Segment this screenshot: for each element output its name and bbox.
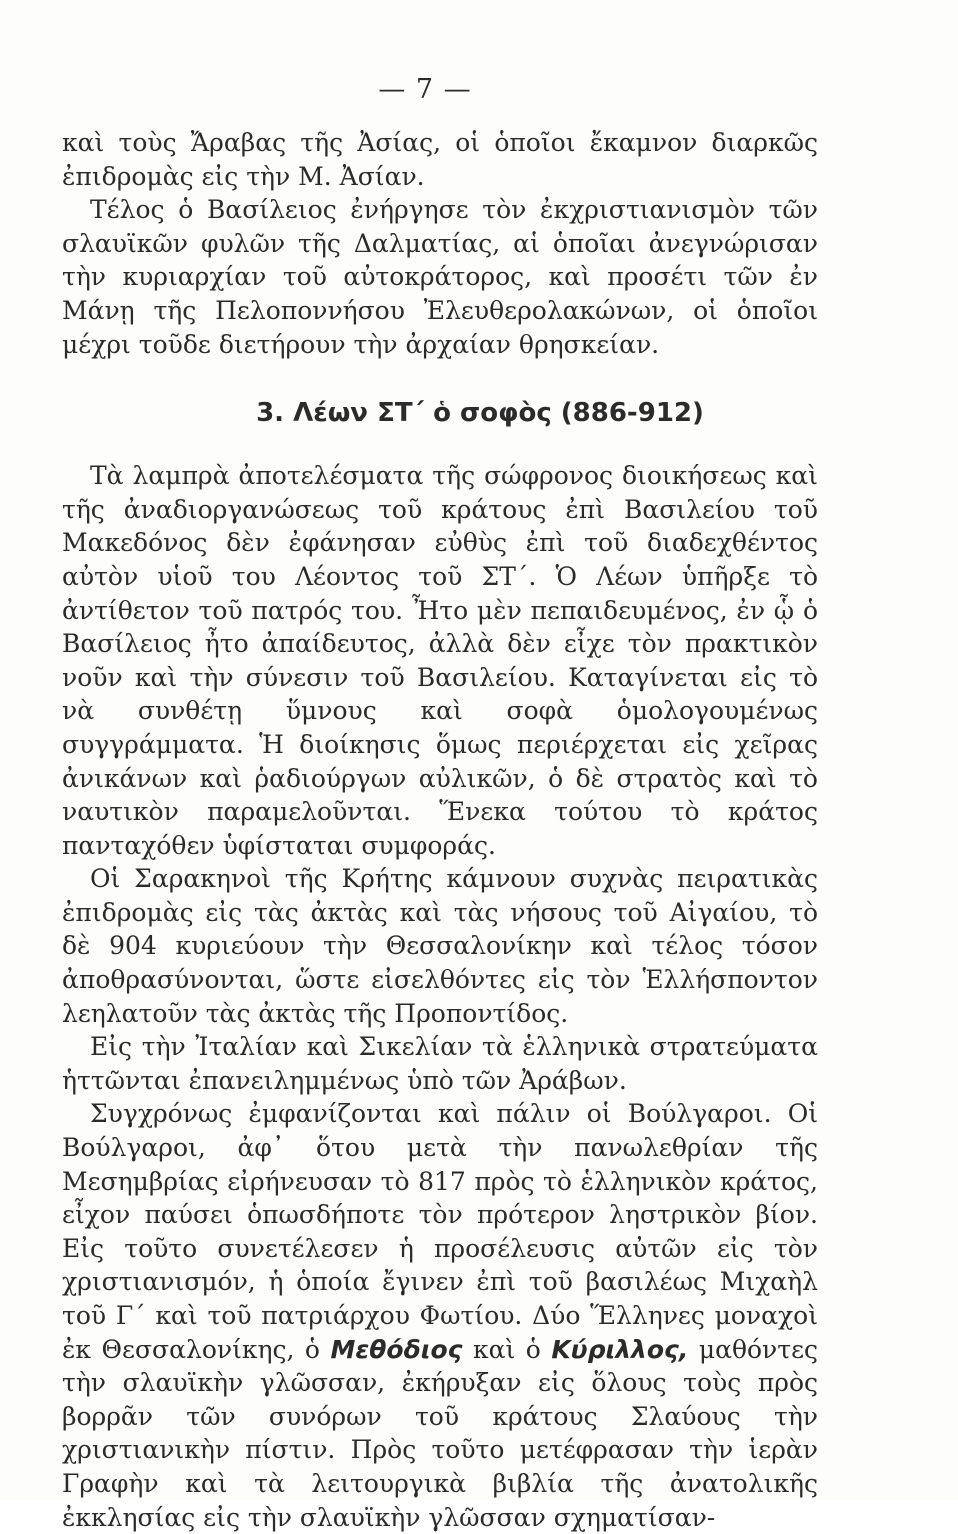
bulgarians-text-part2: καὶ ὁ (472, 1334, 541, 1364)
name-cyril: Κύριλλος, (551, 1334, 689, 1364)
name-methodius: Μεθόδιος (330, 1334, 463, 1364)
paragraph-arabs: καὶ τοὺς Ἄραβας τῆς Ἀσίας, οἱ ὁποῖοι ἔκαμνον διαρκῶς ἐπιδρομὰς εἰς τὴν Μ. Ἀσίαν. (62, 128, 818, 191)
paragraph-bulgarians (62, 1097, 818, 1534)
page-body (62, 126, 818, 1534)
section-heading-leo-vi: 3. Λέων ΣΤ΄ ὁ σοφὸς (886-912) (256, 398, 704, 429)
bulgarians-text-part1: Συγχρόνως ἐμφανίζονται καὶ πάλιν οἱ Βούλγαροι. Οἱ Βούλγαροι, ἀφ᾽ ὅτου μετὰ τὴν πανωλεθρίαν τῆς Μεσημβρίας εἰρήνευσαν τὸ 817 πρὸς τὸ ἑλληνικὸν κράτος, εἶχον παύσει ὁπωσδήποτε τὸν πρότερον ληστρικὸν βίον. Εἰς τοῦτο συνετέλεσεν ἡ προσέλευσις αὐτῶν εἰς τὸν χριστιανισμόν, ἡ ὁποία ἔγινεν ἐπὶ τοῦ βασιλέως Μιχαὴλ τοῦ Γ΄ καὶ τοῦ πατριάρχου Φωτίου. Δύο Ἕλληνες μοναχοὶ ἐκ Θεσσαλονίκης, ὁ (62, 1099, 818, 1364)
page-number: — 7 — (378, 74, 472, 105)
paragraph-saracens: Οἱ Σαρακηνοὶ τῆς Κρήτης κάμνουν συχνὰς πειρατικὰς ἐπιδρομὰς εἰς τὰς ἀκτὰς καὶ τὰς νήσους τοῦ Αἰγαίου, τὸ δὲ 904 κυριεύουν τὴν Θεσσαλονίκην καὶ τέλος τόσον ἀποθρασύνονται, ὥστε εἰσελθόντες εἰς τὸν Ἑλλήσποντον λεηλατοῦν τὰς ἀκτὰς τῆς Προποντίδος. (62, 864, 818, 1028)
paragraph-leo-rule: Τὰ λαμπρὰ ἀποτελέσματα τῆς σώφρονος διοικήσεως καὶ τῆς ἀναδιοργανώσεως τοῦ κράτους ἐπὶ Βασιλείου τοῦ Μακεδόνος δὲν ἐφάνησαν εὐθὺς ἐπὶ τοῦ διαδεχθέντος αὐτὸν υἱοῦ του Λέοντος τοῦ ΣΤ΄. Ὁ Λέων ὑπῆρξε τὸ ἀντίθετον τοῦ πατρός του. Ἦτο μὲν πεπαιδευμένος, ἐν ᾧ ὁ Βασίλειος ἦτο ἀπαίδευτος, ἀλλὰ δὲν εἶχε τὸν πρακτικὸν νοῦν καὶ τὴν σύνεσιν τοῦ Βασιλείου. Καταγίνεται εἰς τὸ νὰ συνθέτῃ ὕμνους καὶ σοφὰ ὁμολογουμένως συγγράμματα. Ἡ διοίκησις ὅμως περιέρχεται εἰς χεῖρας ἀνικάνων καὶ ῥαδιούργων αὐλικῶν, ὁ δὲ στρατὸς καὶ τὸ ναυτικὸν παραμελοῦνται. Ἕνεκα τούτου τὸ κράτος πανταχόθεν ὑφίσταται συμφοράς. (62, 461, 818, 860)
bulgarians-text-part3: μαθόντες τὴν σλαυϊκὴν γλῶσσαν, ἐκήρυξαν εἰς ὅλους τοὺς πρὸς βορρᾶν τῶν συνόρων τοῦ κράτους Σλαύους τὴν χριστιανικὴν πίστιν. Πρὸς τοῦτο μετέφρασαν τὴν ἱερὰν Γραφὴν καὶ τὰ λειτουργικὰ βιβλία τῆς ἀνατολικῆς ἐκκλησίας εἰς τὴν σλαυϊκὴν γλῶσσαν σχηματίσαν- (62, 1334, 819, 1532)
paragraph-basil-christianization: Τέλος ὁ Βασίλειος ἐνήργησε τὸν ἐκχριστιανισμὸν τῶν σλαυϊκῶν φυλῶν τῆς Δαλματίας, αἱ ὁποῖαι ἀνεγνώρισαν τὴν κυριαρχίαν τοῦ αὐτοκράτορος, καὶ προσέτι τῶν ἐν Μάνῃ τῆς Πελοποννήσου Ἐλευθερολακώνων, οἱ ὁποῖοι μέχρι τοῦδε διετήρουν τὴν ἀρχαίαν θρησκείαν. (62, 195, 818, 359)
paragraph-italy-sicily: Εἰς τὴν Ἰταλίαν καὶ Σικελίαν τὰ ἑλληνικὰ στρατεύματα ἡττῶνται ἐπανειλημμένως ὑπὸ τῶν Ἀράβων. (62, 1032, 818, 1095)
